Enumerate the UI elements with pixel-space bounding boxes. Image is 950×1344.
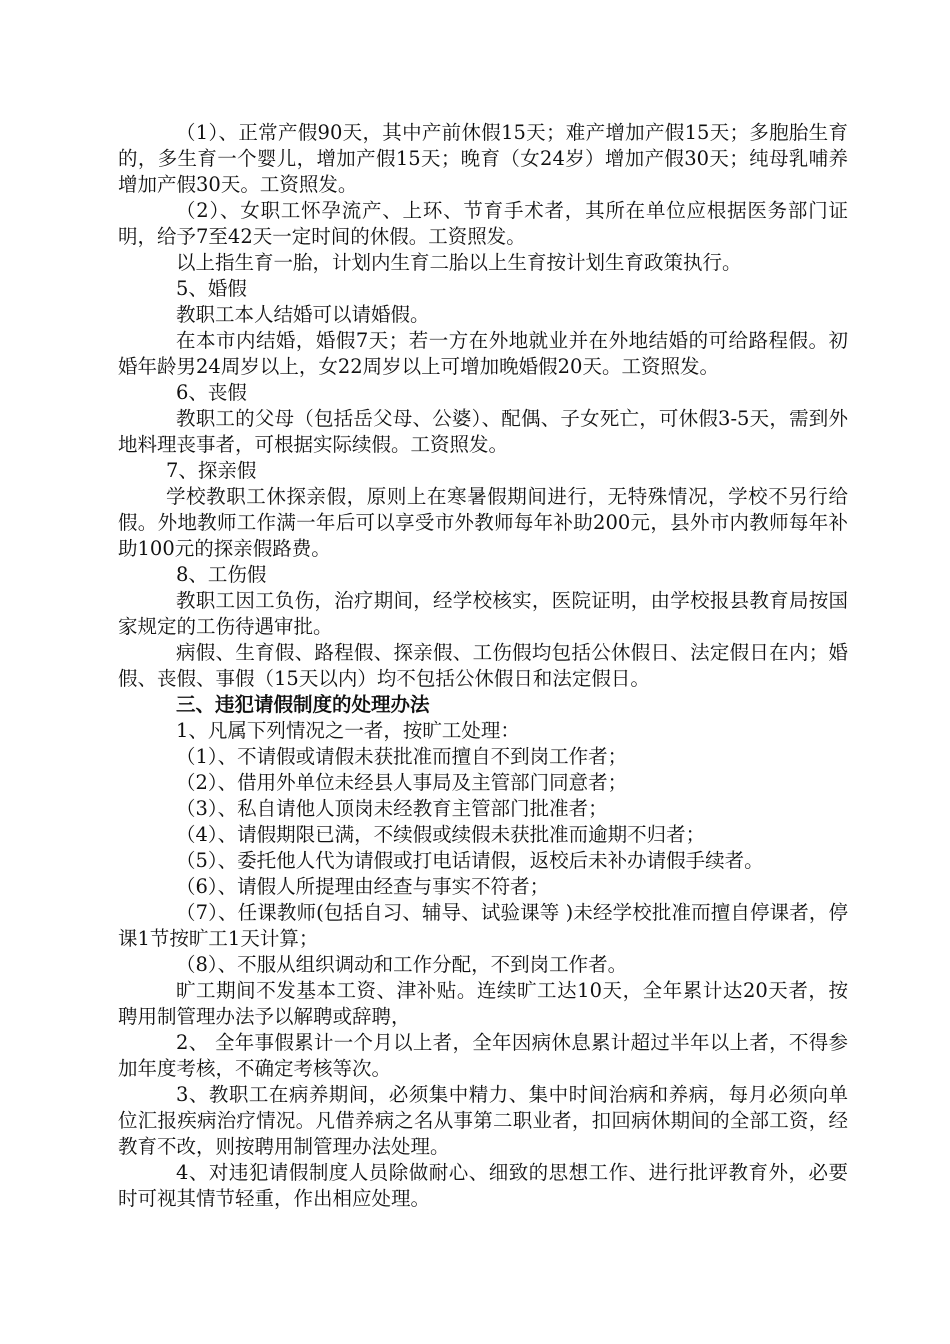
- paragraph: （3）、私自请他人顶岗未经教育主管部门批准者；: [176, 797, 608, 820]
- paragraph: （4）、请假期限已满，不续假或续假未获批准而逾期不归者；: [176, 823, 706, 846]
- paragraph: （7）、任课教师(包括自习、辅导、试验课等 )未经学校批准而擅自停课者，停课1节按旷工1天计算；: [118, 901, 848, 950]
- paragraph: 3、教职工在病养期间，必须集中精力、集中时间治病和养病，每月必须向单位汇报疾病治疗情况。凡借养病之名从事第二职业者，扣回病休期间的全部工资，经教育不改，则按聘用制管理办法处理。: [118, 1083, 848, 1158]
- paragraph: 教职工因工负伤，治疗期间，经学校核实，医院证明，由学校报县教育局按国家规定的工伤待遇审批。: [118, 589, 848, 638]
- paragraph: （2）、女职工怀孕流产、上环、节育手术者，其所在单位应根据医务部门证明，给予7至42天一定时间的休假。工资照发。: [118, 199, 848, 248]
- paragraph: 6、丧假: [176, 381, 247, 404]
- paragraph: 1、凡属下列情况之一者，按旷工处理：: [176, 719, 520, 742]
- paragraph: 在本市内结婚，婚假7天；若一方在外地就业并在外地结婚的可给路程假。初婚年龄男24周岁以上，女22周岁以上可增加晚婚假20天。工资照发。: [118, 329, 848, 378]
- paragraph: （5）、委托他人代为请假或打电话请假，返校后未补办请假手续者。: [176, 849, 764, 872]
- paragraph: （1）、正常产假90天，其中产前休假15天；难产增加产假15天；多胞胎生育的，多生育一个婴儿，增加产假15天；晚育（女24岁）增加产假30天；纯母乳哺养增加产假30天。工资照发。: [118, 121, 848, 196]
- paragraph: （8）、不服从组织调动和工作分配，不到岗工作者。: [176, 953, 628, 976]
- paragraph: 2、 全年事假累计一个月以上者，全年因病休息累计超过半年以上者，不得参加年度考核，不确定考核等次。: [118, 1031, 848, 1080]
- paragraph: 4、对违犯请假制度人员除做耐心、细致的思想工作、进行批评教育外，必要时可视其情节轻重，作出相应处理。: [118, 1161, 848, 1210]
- paragraph: 学校教职工休探亲假，原则上在寒暑假期间进行，无特殊情况，学校不另行给假。外地教师工作满一年后可以享受市外教师每年补助200元，县外市内教师每年补助100元的探亲假路费。: [118, 485, 848, 560]
- paragraph: （2）、借用外单位未经县人事局及主管部门同意者；: [176, 771, 628, 794]
- paragraph: 病假、生育假、路程假、探亲假、工伤假均包括公休假日、法定假日在内；婚假、丧假、事假（15天以内）均不包括公休假日和法定假日。: [118, 641, 848, 690]
- paragraph: 旷工期间不发基本工资、津补贴。连续旷工达10天，全年累计达20天者，按聘用制管理办法予以解聘或辞聘，: [118, 979, 848, 1028]
- paragraph: 以上指生育一胎，计划内生育二胎以上生育按计划生育政策执行。: [176, 251, 742, 274]
- paragraph: 教职工本人结婚可以请婚假。: [176, 303, 430, 326]
- paragraph: 三、违犯请假制度的处理办法: [176, 693, 430, 716]
- paragraph: （6）、请假人所提理由经查与事实不符者；: [176, 875, 550, 898]
- document-page: [118, 120, 848, 1212]
- paragraph: 8、工伤假: [176, 563, 267, 586]
- paragraph: 5、婚假: [176, 277, 247, 300]
- paragraph: （1）、不请假或请假未获批准而擅自不到岗工作者；: [176, 745, 628, 768]
- paragraph: 7、探亲假: [166, 459, 257, 482]
- paragraph: 教职工的父母（包括岳父母、公婆）、配偶、子女死亡，可休假3-5天，需到外地料理丧事者，可根据实际续假。工资照发。: [118, 407, 848, 456]
